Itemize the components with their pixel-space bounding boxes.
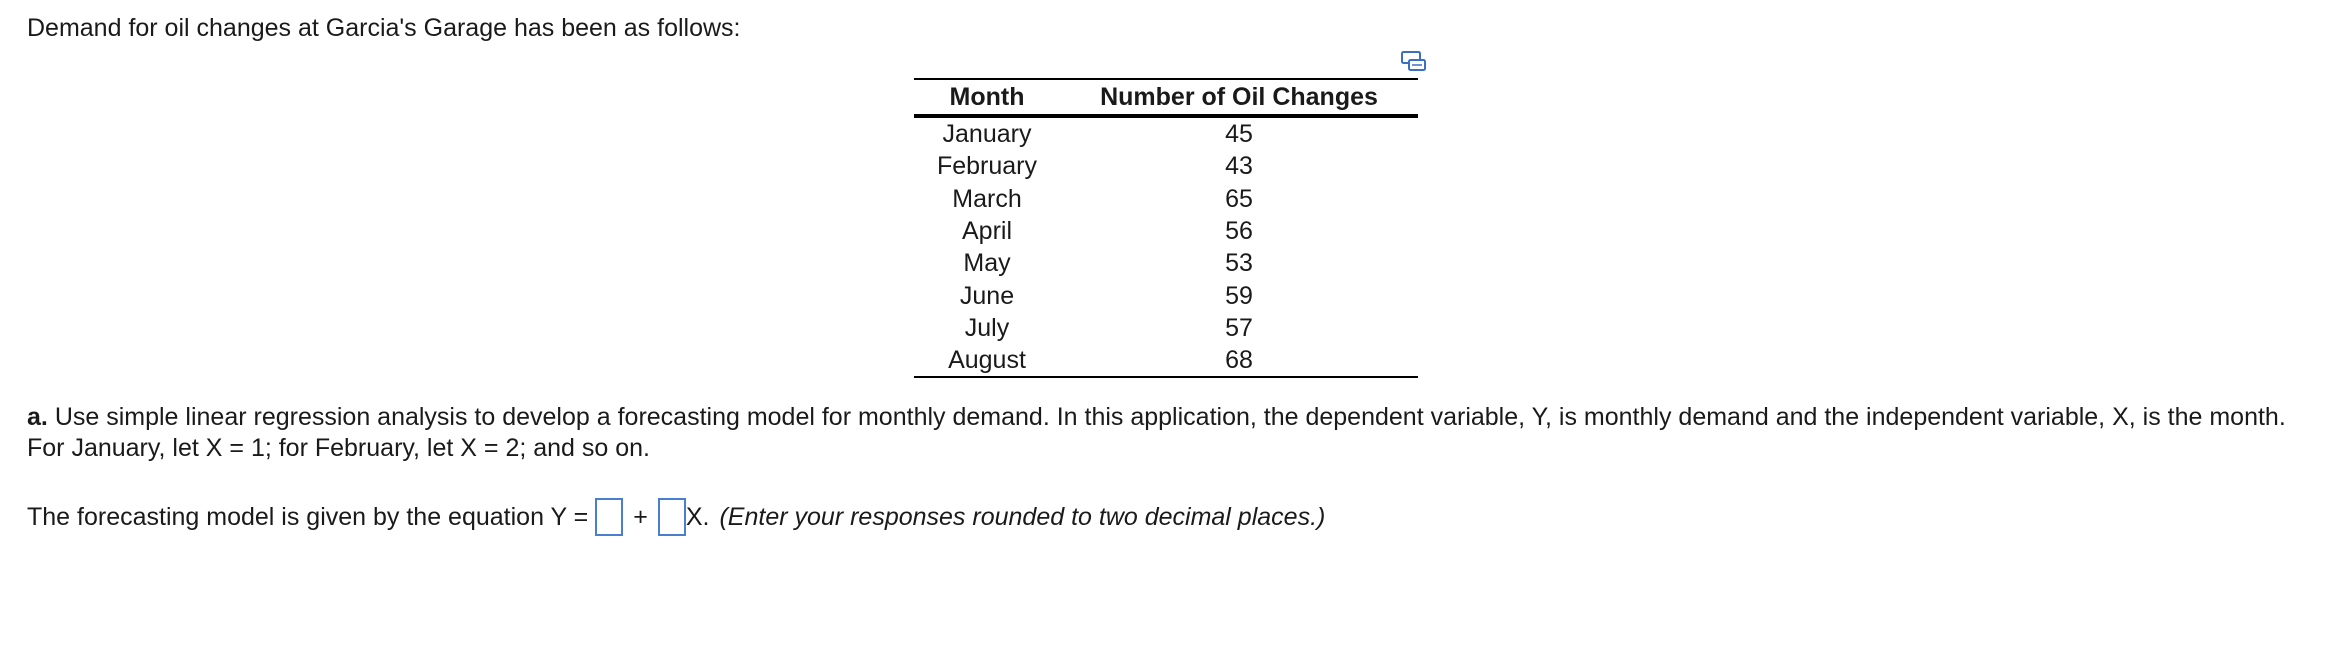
equation-plus: + <box>633 503 648 531</box>
cell-month: July <box>964 313 1010 342</box>
rounding-hint: (Enter your responses rounded to two decimal places.) <box>719 503 1326 531</box>
question-a <box>27 402 2317 464</box>
cell-month: June <box>959 281 1015 310</box>
question-label: a. <box>27 403 48 431</box>
cell-changes: 56 <box>1225 217 1253 246</box>
table-row <box>914 247 1418 279</box>
header-month: Month <box>914 79 1060 116</box>
intro-text: Demand for oil changes at Garcia's Garage has been as follows: <box>27 14 741 42</box>
cell-changes: 53 <box>1225 249 1253 278</box>
equation-suffix: X. <box>685 503 710 531</box>
cell-month: May <box>963 249 1011 278</box>
table-row <box>914 183 1418 215</box>
table-row <box>914 116 1418 150</box>
header-number-of-oil-changes: Number of Oil Changes <box>1060 79 1418 116</box>
oil-changes-table <box>914 78 1418 378</box>
question-text: Use simple linear regression analysis to develop a forecasting model for monthly demand. In this application, the dependent variable, Y, is monthly demand and the independent variable, X, is the month. For January, let X = 1; for February, let X = 2; and so on. <box>27 403 2286 462</box>
cell-month: March <box>952 184 1022 213</box>
intercept-input[interactable] <box>595 498 623 536</box>
cell-changes: 68 <box>1060 344 1418 377</box>
cell-changes: 57 <box>1225 313 1253 342</box>
cell-changes: 43 <box>1225 152 1253 181</box>
cell-month: August <box>914 344 1060 377</box>
slope-input[interactable] <box>658 498 686 536</box>
table-row <box>914 312 1418 344</box>
table-row <box>914 279 1418 311</box>
table-row <box>914 150 1418 182</box>
cell-month: January <box>942 120 1032 149</box>
cell-month: February <box>936 152 1038 181</box>
table-row <box>914 344 1418 377</box>
table-header-row <box>914 79 1418 116</box>
table-row <box>914 215 1418 247</box>
copy-data-icon[interactable] <box>1400 50 1428 74</box>
cell-changes: 59 <box>1225 281 1253 310</box>
cell-changes: 65 <box>1225 184 1253 213</box>
cell-changes: 45 <box>1225 120 1253 149</box>
equation-prefix: The forecasting model is given by the equation Y = <box>27 503 589 531</box>
cell-month: April <box>961 217 1012 246</box>
equation-line <box>27 498 1325 536</box>
